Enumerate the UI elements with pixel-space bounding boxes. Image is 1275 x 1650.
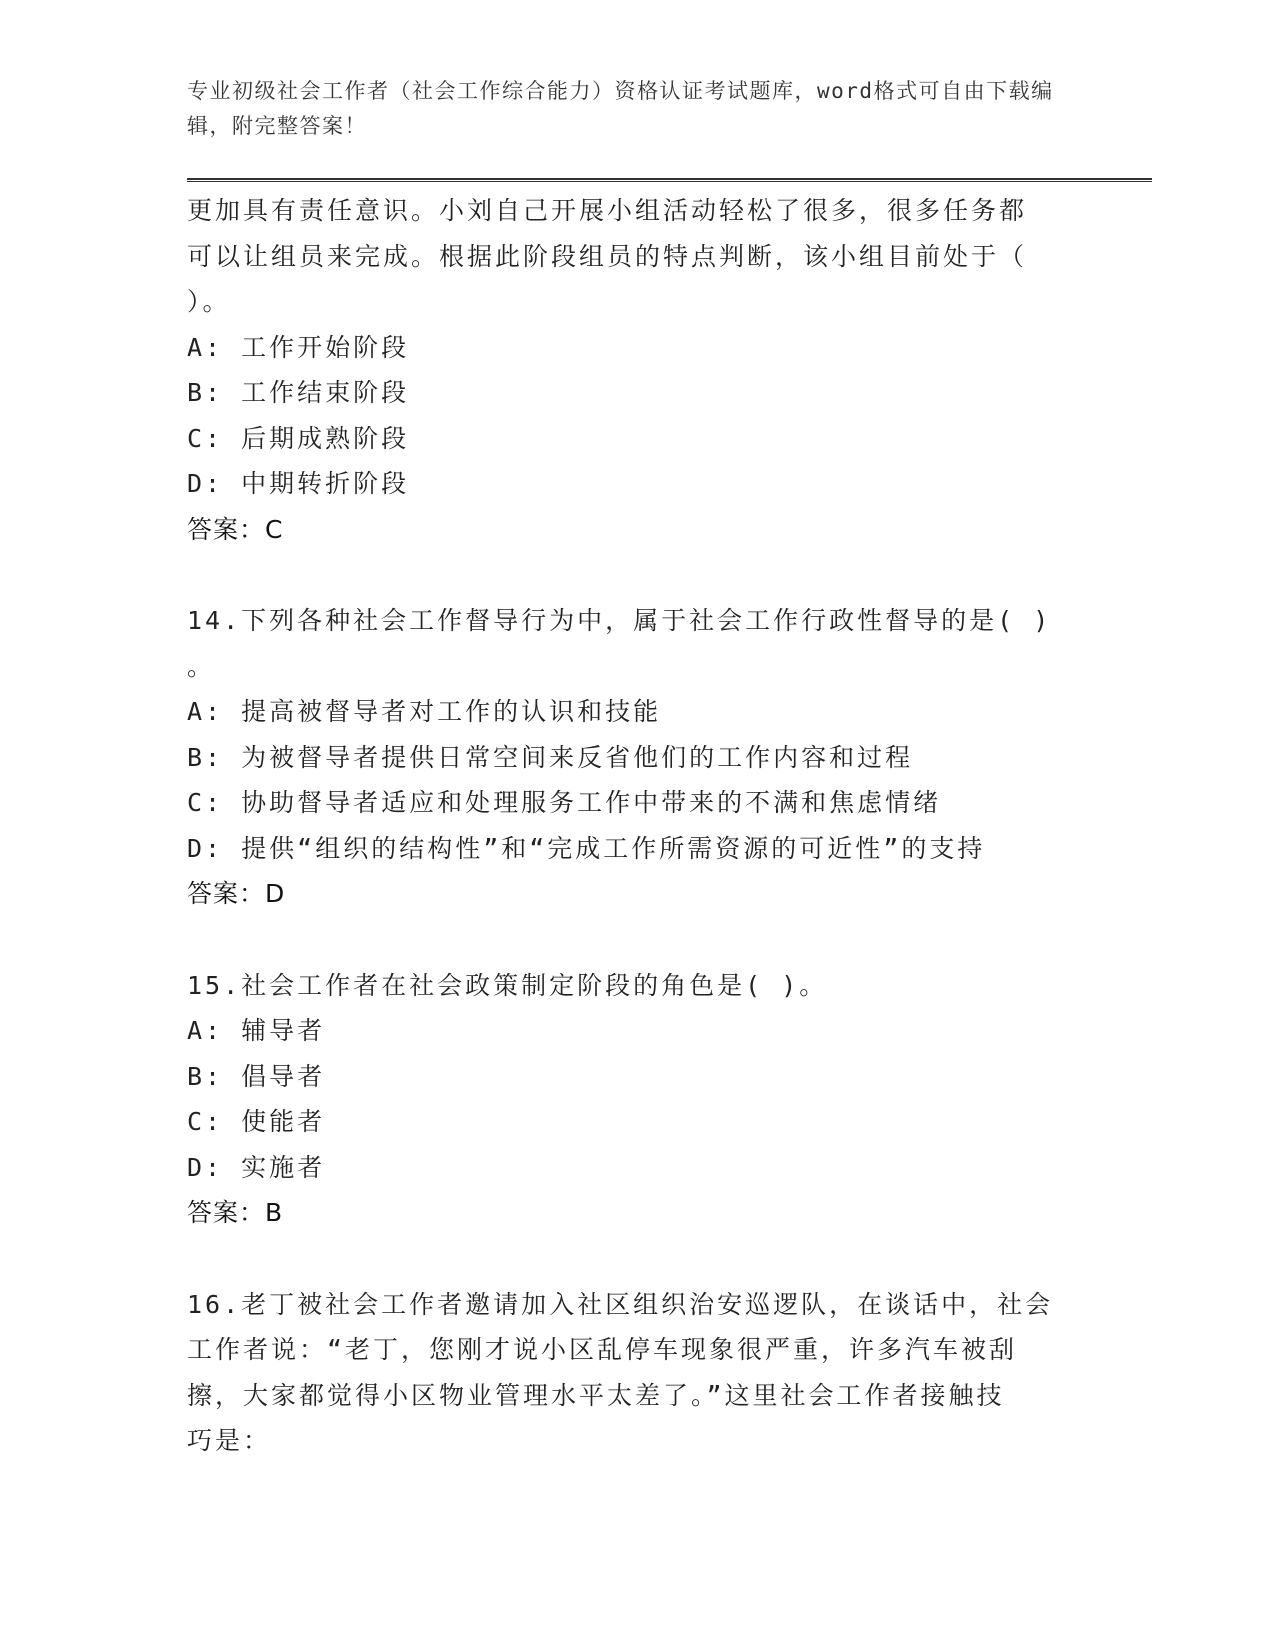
option-a: A: 工作开始阶段 xyxy=(187,332,410,362)
header-divider xyxy=(187,178,1152,182)
page-header xyxy=(187,74,1067,144)
question-15 xyxy=(187,963,1067,1236)
option-d: D: 提供“组织的结构性”和“完成工作所需资源的可近性”的支持 xyxy=(187,833,986,863)
question-stem-line: 14.下列各种社会工作督导行为中，属于社会工作行政性督导的是( ) xyxy=(187,606,1052,635)
spacer xyxy=(187,1236,1067,1282)
option-b: B: 倡导者 xyxy=(187,1061,326,1091)
option-c: C: 协助督导者适应和处理服务工作中带来的不满和焦虑情绪 xyxy=(187,788,942,817)
answer-line: 答案：D xyxy=(187,879,286,908)
option-c: C: 使能者 xyxy=(187,1107,326,1136)
spacer xyxy=(187,552,1067,598)
option-d: D: 实施者 xyxy=(187,1152,326,1182)
header-title: 专业初级社会工作者（社会工作综合能力）资格认证考试题库，word格式可自由下载编辑，附完整答案！ xyxy=(187,79,1054,138)
question-13 xyxy=(187,188,1067,552)
option-a: A: 提高被督导者对工作的认识和技能 xyxy=(187,697,662,726)
question-stem-line: 。 xyxy=(187,651,216,681)
question-stem-line: 16.老丁被社会工作者邀请加入社区组织治安巡逻队，在谈话中，社会 xyxy=(187,1289,1054,1319)
option-c: C: 后期成熟阶段 xyxy=(187,423,410,453)
question-16 xyxy=(187,1282,1067,1464)
question-stem-line: 工作者说：“老丁，您刚才说小区乱停车现象很严重，许多汽车被刮 xyxy=(187,1335,1018,1364)
option-b: B: 工作结束阶段 xyxy=(187,378,410,407)
question-stem-line: 更加具有责任意识。小刘自己开展小组活动轻松了很多，很多任务都 xyxy=(187,196,1028,225)
question-stem-line: 巧是： xyxy=(187,1426,272,1455)
document-body xyxy=(187,188,1067,1464)
answer-line: 答案：B xyxy=(187,1198,284,1227)
question-stem-line: 可以让组员来完成。根据此阶段组员的特点判断，该小组目前处于（ xyxy=(187,241,1028,271)
question-stem-line: ）。 xyxy=(187,287,231,316)
answer-line: 答案：C xyxy=(187,514,284,544)
question-stem-line: 擦，大家都觉得小区物业管理水平太差了。”这里社会工作者接触技 xyxy=(187,1380,1005,1410)
option-d: D: 中期转折阶段 xyxy=(187,469,410,498)
option-b: B: 为被督导者提供日常空间来反省他们的工作内容和过程 xyxy=(187,742,914,772)
spacer xyxy=(187,917,1067,963)
question-14 xyxy=(187,598,1067,917)
option-a: A: 辅导者 xyxy=(187,1016,326,1045)
question-stem-line: 15.社会工作者在社会政策制定阶段的角色是( )。 xyxy=(187,970,828,1000)
